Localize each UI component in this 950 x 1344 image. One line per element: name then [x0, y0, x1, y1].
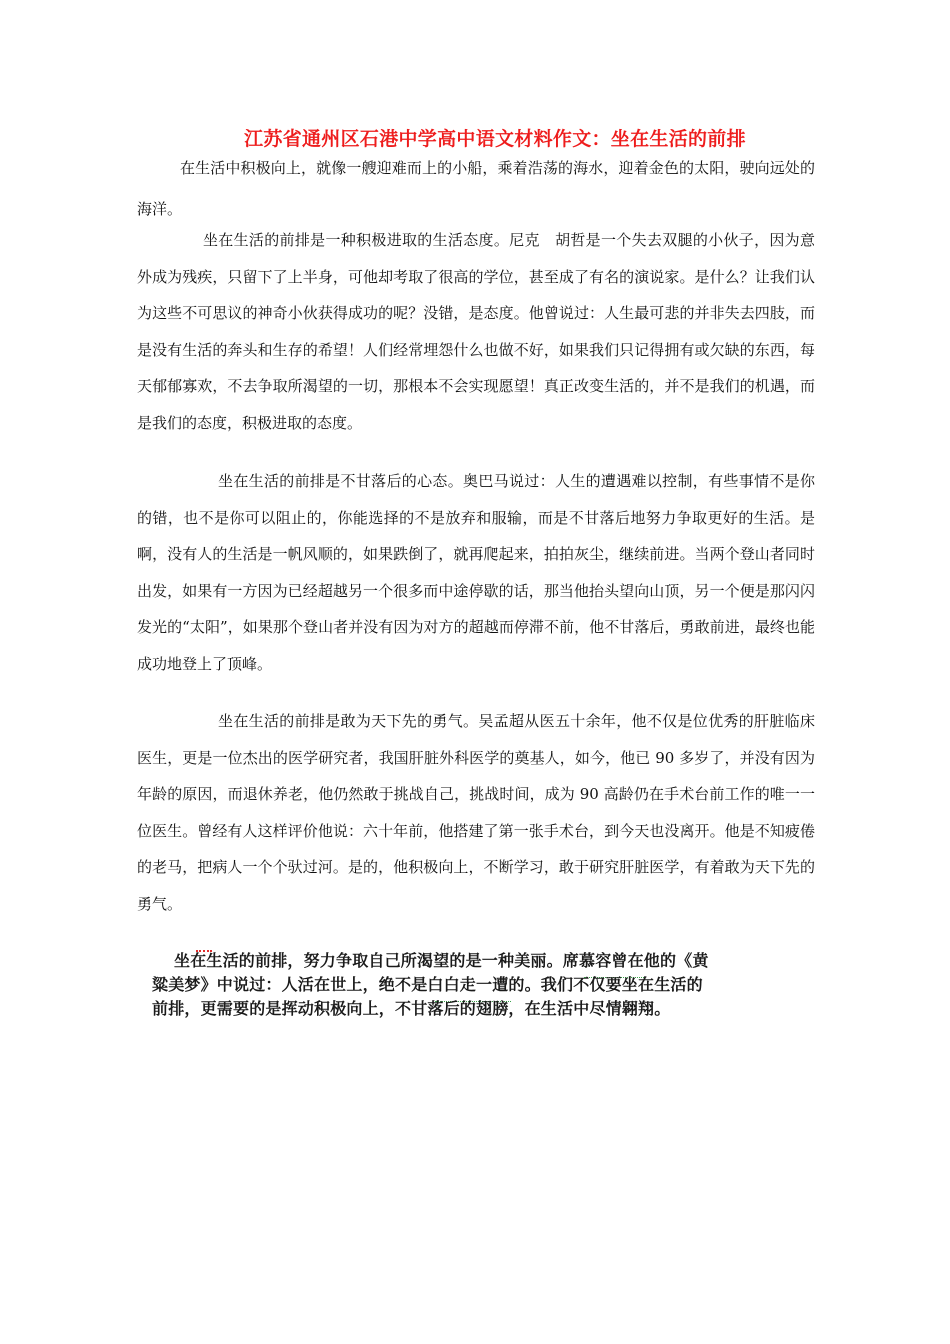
- scanned-line: 坐在生活的前排，努力争取自己所渴望的是一种美丽。席慕容曾在他的《黄: [174, 951, 709, 970]
- scanned-excerpt: [152, 949, 752, 1025]
- paragraph-mindset: 坐在生活的前排是不甘落后的心态。奥巴马说过：人生的遭遇难以控制，有些事情不是你的错，也不是你可以阻止的，你能选择的不是放弃和服输，而是不甘落后地努力争取更好的生活。是啊，没有人的生活是一帆风顺的，如果跌倒了，就再爬起来，拍拍灰尘，继续前进。当两个登山者同时出发，如果有一方因为已经超越另一个很多而中途停歇的话，那当他抬头望向山顶，另一个便是那闪闪发光的“太阳”，如果那个登山者并没有因为对方的超越而停滞不前，他不甘落后，勇敢前进，最终也能成功地登上了顶峰。: [137, 472, 815, 673]
- document-title: 江苏省通州区石港中学高中语文材料作文：坐在生活的前排: [244, 128, 746, 150]
- paragraph-intro: 在生活中积极向上，就像一艘迎难而上的小船，乘着浩荡的海水，迎着金色的太阳，驶向远处的海洋。: [137, 159, 815, 218]
- paragraph-courage: 坐在生活的前排是敢为天下先的勇气。吴孟超从医五十余年，他不仅是位优秀的肝脏临床医生，更是一位杰出的医学研究者，我国肝脏外科医学的奠基人，如今，他已 90 多岁了，并没有因为年龄的原因，而退休养老，他仍然敢于挑战自己，挑战时间，成为 90 高龄仍在手术台前工作的唯一一位医生。曾经有人这样评价他说：六十年前，他搭建了第一张手术台，到今天也没离开。他是不知疲倦的老马，把病人一个个驮过河。是的，他积极向上，不断学习，敢于研究肝脏医学，有着敢为天下先的勇气。: [137, 712, 815, 913]
- scanned-line: 前排，更需要的是挥动积极向上，不甘落后的翅膀，在生活中尽情翱翔。: [152, 999, 671, 1018]
- paragraph-attitude: 坐在生活的前排是一种积极进取的生活态度。尼克 胡哲是一个失去双腿的小伙子，因为意外成为残疾，只留下了上半身，可他却考取了很高的学位，甚至成了有名的演说家。是什么？让我们认为这些不可思议的神奇小伙获得成功的呢？没错，是态度。他曾说过：人生最可悲的并非失去四肢，而是没有生活的奔头和生存的希望！人们经常埋怨什么也做不好，如果我们只记得拥有或欠缺的东西，每天郁郁寡欢，不去争取所渴望的一切，那根本不会实现愿望！真正改变生活的，并不是我们的机遇，而是我们的态度，积极进取的态度。: [137, 231, 815, 432]
- scanned-line: 粱美梦》中说过：人活在世上，绝不是白白走一遭的。我们不仅要坐在生活的: [152, 975, 703, 994]
